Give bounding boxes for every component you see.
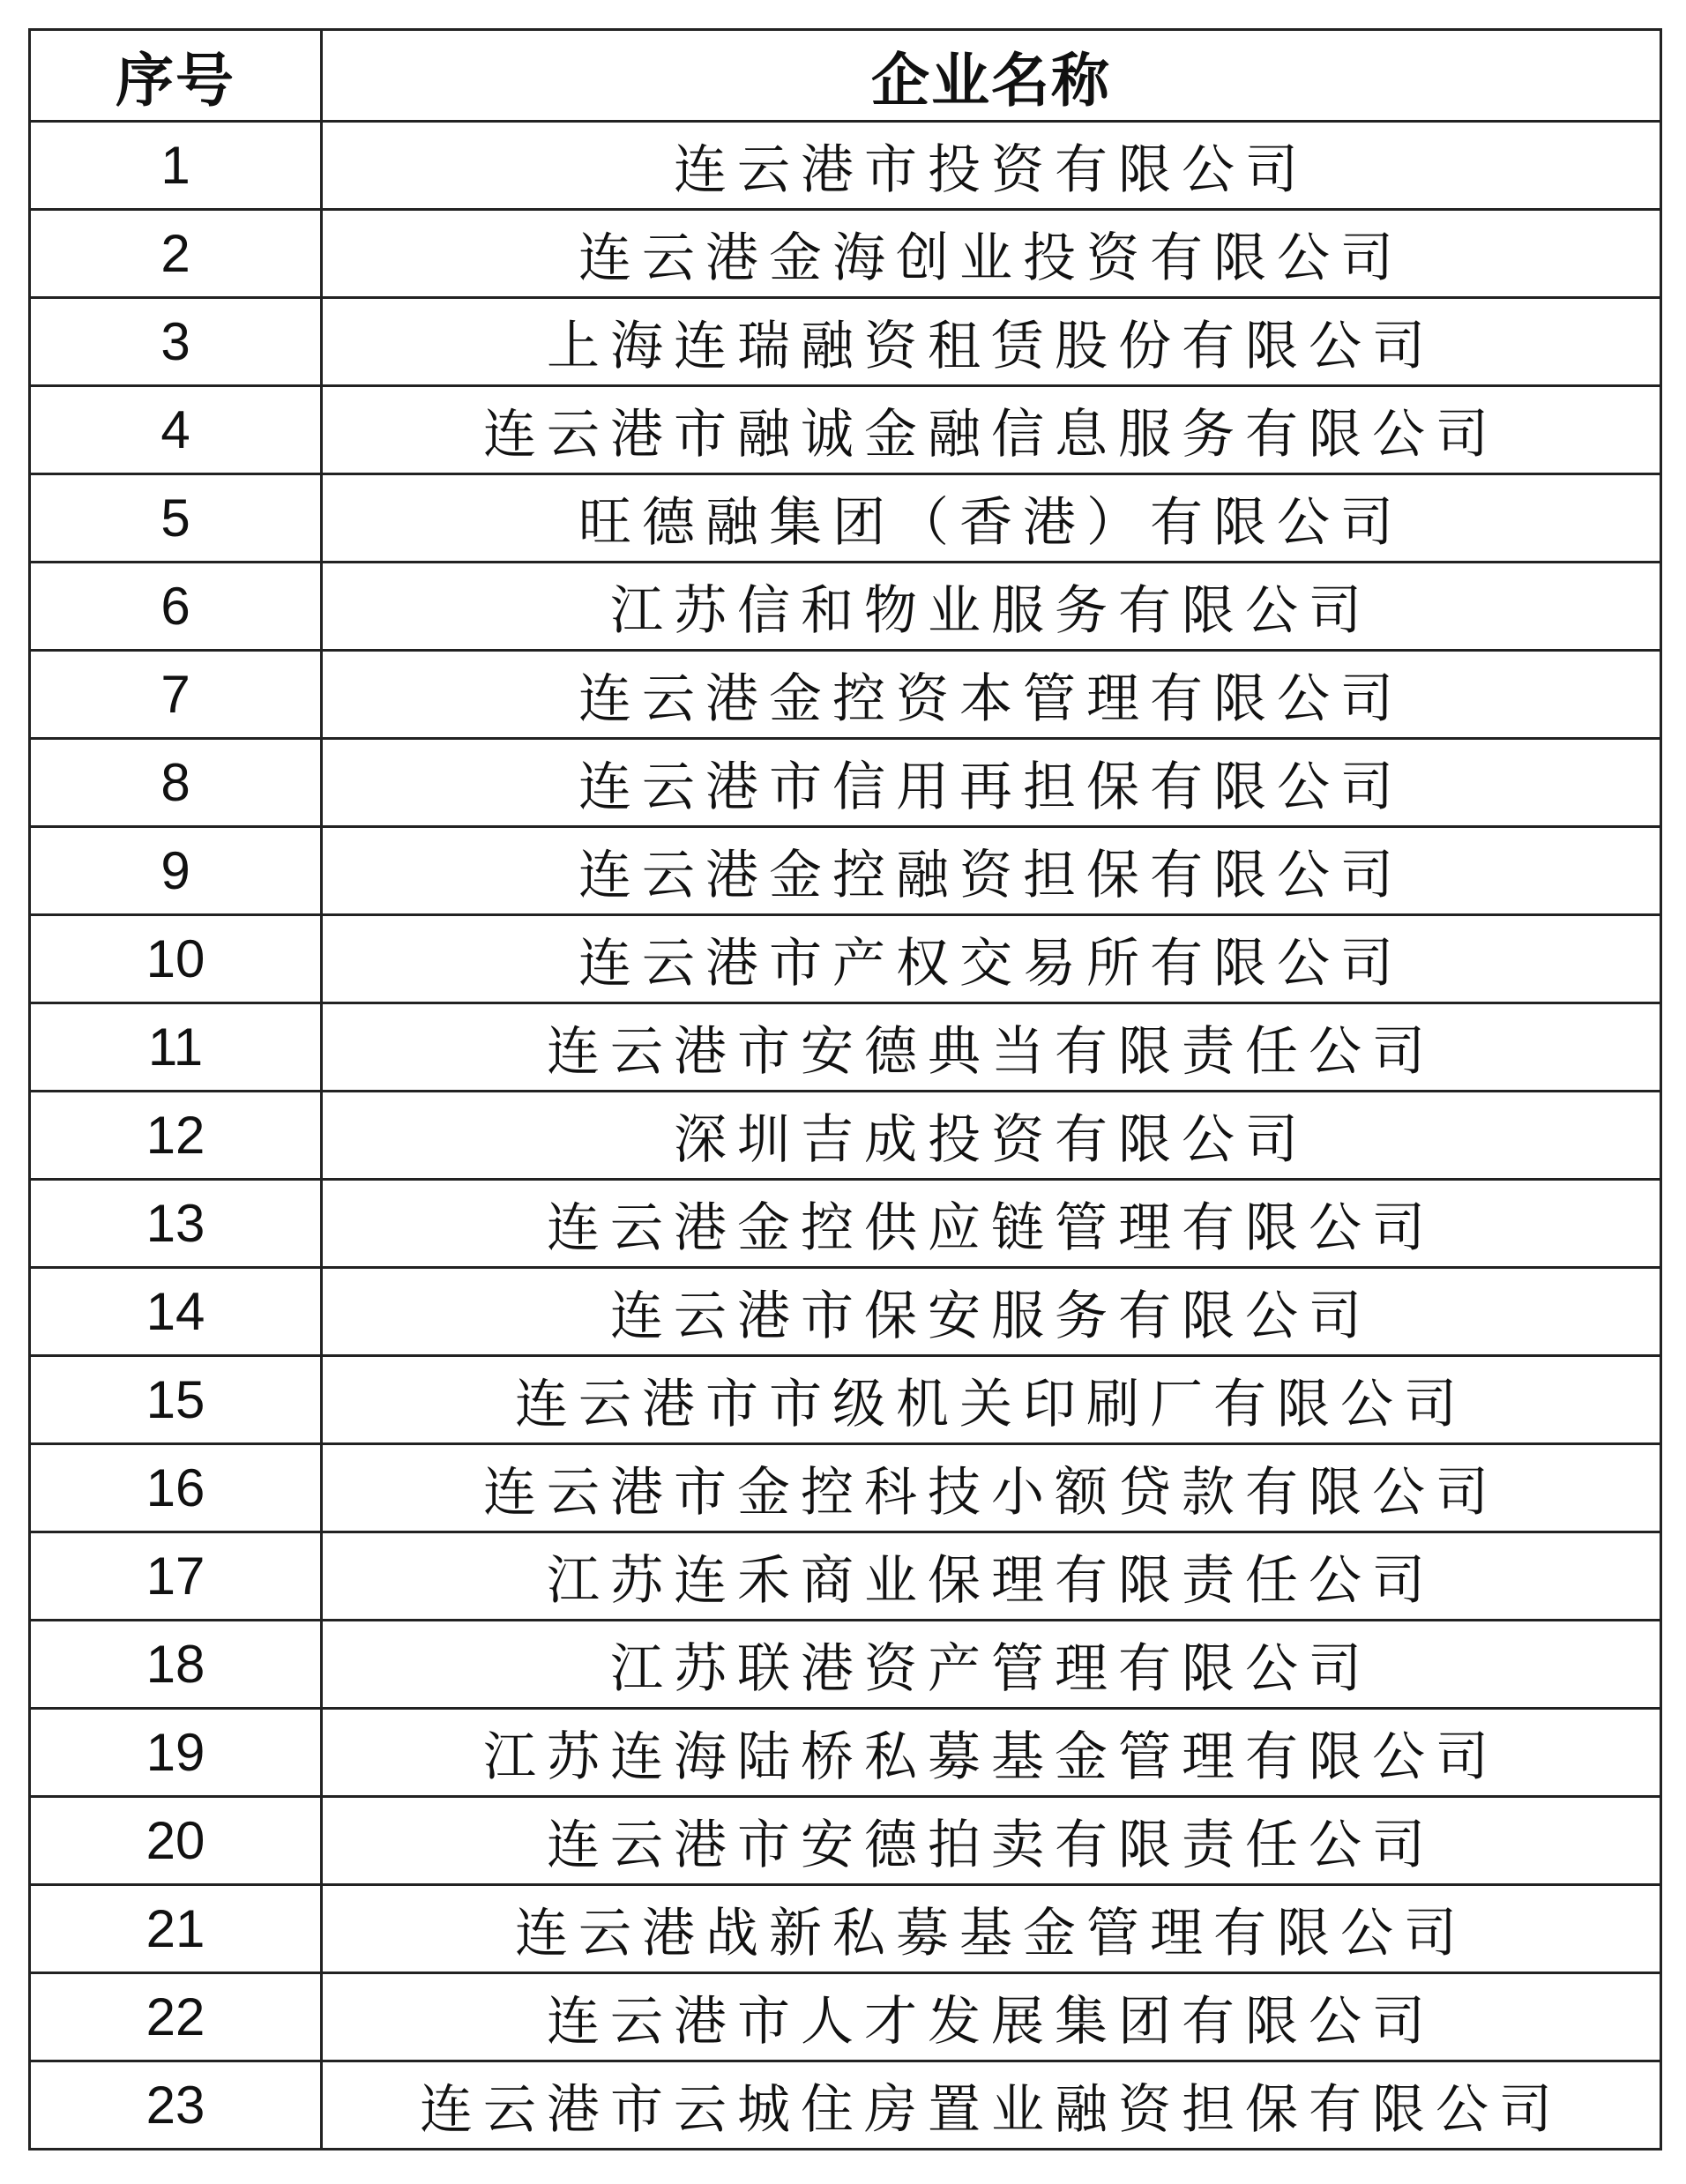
company-name-cell: 旺德融集团（香港）有限公司 <box>322 474 1661 563</box>
row-index-cell: 20 <box>30 1797 322 1885</box>
company-name-cell: 连云港市市级机关印刷厂有限公司 <box>322 1356 1661 1444</box>
row-index-cell: 3 <box>30 298 322 386</box>
row-index-cell: 22 <box>30 1973 322 2061</box>
row-index-cell: 10 <box>30 915 322 1003</box>
row-index-cell: 11 <box>30 1003 322 1092</box>
company-list-sheet <box>28 28 1660 2150</box>
row-index-cell: 14 <box>30 1268 322 1356</box>
table-row <box>30 1356 1661 1444</box>
company-table <box>28 28 1662 2150</box>
index-column-header: 序号 <box>30 30 322 122</box>
table-row <box>30 915 1661 1003</box>
row-index-cell: 6 <box>30 563 322 651</box>
row-index-cell: 1 <box>30 122 322 210</box>
table-row <box>30 1003 1661 1092</box>
table-row <box>30 1973 1661 2061</box>
company-name-cell: 连云港市融诚金融信息服务有限公司 <box>322 386 1661 474</box>
table-row <box>30 386 1661 474</box>
company-name-cell: 连云港市安德拍卖有限责任公司 <box>322 1797 1661 1885</box>
company-name-cell: 江苏信和物业服务有限公司 <box>322 563 1661 651</box>
table-row <box>30 210 1661 298</box>
company-name-cell: 连云港市信用再担保有限公司 <box>322 739 1661 827</box>
table-row <box>30 563 1661 651</box>
table-row <box>30 1709 1661 1797</box>
table-row <box>30 1268 1661 1356</box>
table-row <box>30 1621 1661 1709</box>
company-name-cell: 江苏连禾商业保理有限责任公司 <box>322 1532 1661 1621</box>
company-name-cell: 连云港战新私募基金管理有限公司 <box>322 1885 1661 1973</box>
table-row <box>30 1797 1661 1885</box>
row-index-cell: 17 <box>30 1532 322 1621</box>
table-row <box>30 1885 1661 1973</box>
row-index-cell: 19 <box>30 1709 322 1797</box>
company-name-cell: 连云港金海创业投资有限公司 <box>322 210 1661 298</box>
company-name-cell: 连云港市保安服务有限公司 <box>322 1268 1661 1356</box>
company-name-cell: 连云港市云城住房置业融资担保有限公司 <box>322 2061 1661 2150</box>
company-name-cell: 江苏联港资产管理有限公司 <box>322 1621 1661 1709</box>
company-name-cell: 连云港市金控科技小额贷款有限公司 <box>322 1444 1661 1532</box>
table-row <box>30 2061 1661 2150</box>
company-name-cell: 连云港市安德典当有限责任公司 <box>322 1003 1661 1092</box>
row-index-cell: 15 <box>30 1356 322 1444</box>
table-row <box>30 827 1661 915</box>
company-name-cell: 连云港金控资本管理有限公司 <box>322 651 1661 739</box>
row-index-cell: 13 <box>30 1180 322 1268</box>
row-index-cell: 16 <box>30 1444 322 1532</box>
row-index-cell: 18 <box>30 1621 322 1709</box>
table-row <box>30 1444 1661 1532</box>
company-name-cell: 上海连瑞融资租赁股份有限公司 <box>322 298 1661 386</box>
row-index-cell: 4 <box>30 386 322 474</box>
company-name-cell: 连云港市产权交易所有限公司 <box>322 915 1661 1003</box>
row-index-cell: 9 <box>30 827 322 915</box>
row-index-cell: 5 <box>30 474 322 563</box>
table-row <box>30 1092 1661 1180</box>
table-row <box>30 739 1661 827</box>
row-index-cell: 7 <box>30 651 322 739</box>
table-row <box>30 1532 1661 1621</box>
company-name-cell: 连云港金控供应链管理有限公司 <box>322 1180 1661 1268</box>
table-row <box>30 474 1661 563</box>
company-name-cell: 连云港市人才发展集团有限公司 <box>322 1973 1661 2061</box>
company-name-cell: 江苏连海陆桥私募基金管理有限公司 <box>322 1709 1661 1797</box>
company-name-cell: 连云港金控融资担保有限公司 <box>322 827 1661 915</box>
row-index-cell: 23 <box>30 2061 322 2150</box>
table-row <box>30 651 1661 739</box>
row-index-cell: 12 <box>30 1092 322 1180</box>
table-body <box>30 122 1661 2150</box>
row-index-cell: 8 <box>30 739 322 827</box>
company-name-cell: 深圳吉成投资有限公司 <box>322 1092 1661 1180</box>
table-row <box>30 1180 1661 1268</box>
row-index-cell: 2 <box>30 210 322 298</box>
table-row <box>30 298 1661 386</box>
table-row <box>30 122 1661 210</box>
name-column-header: 企业名称 <box>322 30 1661 122</box>
company-name-cell: 连云港市投资有限公司 <box>322 122 1661 210</box>
row-index-cell: 21 <box>30 1885 322 1973</box>
header-row <box>30 30 1661 122</box>
